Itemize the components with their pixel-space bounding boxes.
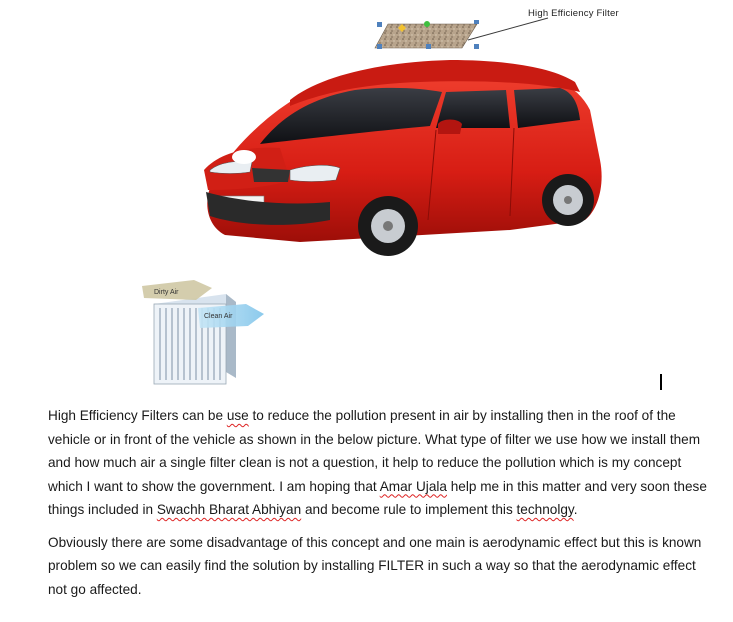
dirty-air-label: Dirty Air bbox=[154, 289, 179, 296]
spellcheck-word: Swachh Bharat Abhiyan bbox=[156, 502, 302, 517]
text-cursor bbox=[660, 374, 662, 390]
body-text bbox=[48, 404, 718, 610]
paragraph-2: Obviously there are some disadvantage of this concept and one main is aerodynamic effect but this is known problem so we can easily find the solution by installing FILTER in such a way so that the aerodynamic effect not go affected. bbox=[48, 534, 702, 597]
callout-label: High Efficiency Filter bbox=[528, 8, 619, 19]
rear-wheel bbox=[542, 174, 594, 226]
spellcheck-word: use bbox=[226, 408, 249, 423]
paragraph-1: High Efficiency Filters can be use to reduce the pollution present in air by installing then in the roof of the vehicle or in front of the vehicle as shown in the below picture. What type of filter we use how we install them and how much air a single filter clean is not a question, it help to reduce the pollution which is my concept which I want to show the government. I am hoping that Amar Ujala help me in this matter and very soon these things included in Swachh Bharat Abhiyan and become rule to implement this technolgy. bbox=[48, 408, 707, 517]
spellcheck-word: Amar Ujala bbox=[379, 478, 447, 494]
front-wheel bbox=[358, 196, 418, 256]
car-image bbox=[180, 20, 620, 280]
filter-diagram bbox=[138, 272, 278, 392]
clean-air-label: Clean Air bbox=[204, 313, 233, 320]
spellcheck-word: technolgy bbox=[516, 502, 574, 517]
